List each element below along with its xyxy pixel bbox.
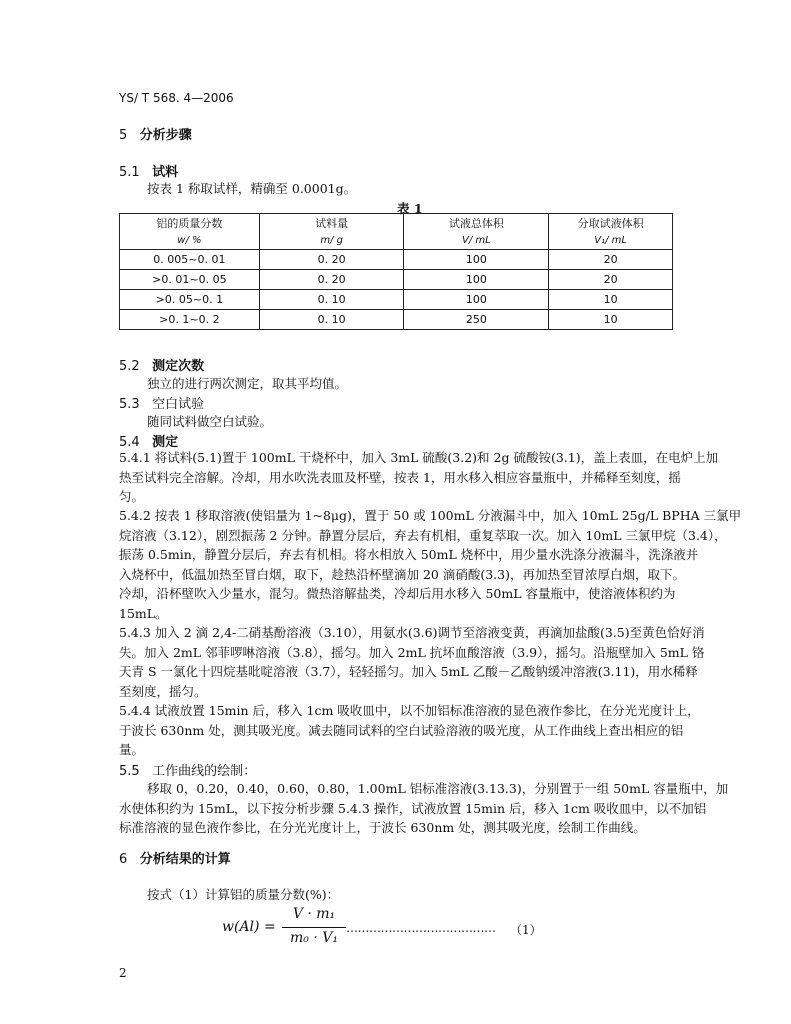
col-unit: m/ g (259, 232, 404, 250)
text-line: 标准溶液的显色液作参比，在分光光度计上，于波长 630nm 处，测其吸光度，绘制工作曲线。 (119, 820, 646, 836)
section-number: 5 (119, 128, 128, 143)
s51-heading (119, 161, 178, 180)
col-unit: w/ % (120, 232, 260, 250)
table-cell: 20 (549, 270, 673, 290)
section-5-heading (119, 124, 192, 143)
table-unit-row (120, 232, 673, 250)
section-number: 6 (119, 852, 128, 867)
text-line: 匀。 (119, 489, 145, 505)
table-cell: 100 (404, 270, 549, 290)
text-line: 量。 (119, 742, 145, 758)
table-cell: 20 (549, 250, 673, 270)
table-cell: 0. 10 (259, 290, 404, 310)
table-cell: 100 (404, 290, 549, 310)
text-line: 热至试料完全溶解。冷却，用水吹洗表皿及杯壁，按表 1，用水移入相应容量瓶中，并稀释至刻度，摇 (119, 469, 681, 485)
table-row (120, 290, 673, 310)
formula-leader: ………………………………… (346, 921, 496, 935)
text-line: 天青 S 一氯化十四烷基吡啶溶液（3.7），轻轻摇匀。加入 5mL 乙酸－乙酸钠缓冲溶液(3.11)，用水稀释 (119, 664, 698, 680)
paragraph-5-4-2 (119, 506, 742, 624)
text-line: 水使体积约为 15mL，以下按分析步骤 5.4.3 操作，试液放置 15min 后，移入 1cm 吸收皿中，以不加铝 (119, 800, 707, 816)
table-cell: 0. 005~0. 01 (120, 250, 260, 270)
text-line: 烷溶液（3.12），剧烈振荡 2 分钟。静置分层后，弃去有机相，重复萃取一次。加入 10mL 三氯甲烷（3.4）， (119, 527, 727, 543)
text-line: 至刻度，摇匀。 (119, 683, 207, 699)
formula-denominator: m₀ · V₁ (290, 930, 338, 946)
formula-lhs: w(Al) = (222, 919, 276, 935)
table-cell: 250 (404, 310, 549, 330)
text-line: 失。加入 2mL 邻菲啰啉溶液（3.8），摇匀。加入 2mL 抗坏血酸溶液（3.9），摇匀。沿瓶壁加入 5mL 铬 (119, 644, 705, 660)
s52-text: 独立的进行两次测定，取其平均值。 (147, 376, 348, 391)
text-line: 振荡 0.5min，静置分层后，弃去有机相。将水相放入 50mL 烧杯中，用少量水洗涤分液漏斗，洗涤液并 (119, 547, 699, 563)
formula-1 (222, 906, 662, 950)
section-6-heading (119, 848, 231, 867)
table-cell: 10 (549, 290, 673, 310)
s54-title: 测定 (152, 435, 179, 450)
table-cell: >0. 1~0. 2 (120, 310, 260, 330)
paragraph-5-4-3 (119, 623, 705, 701)
section-title: 分析结果的计算 (139, 852, 231, 867)
text-line: 入烧杯中，低温加热至冒白烟，取下，趁热沿杯壁滴加 20 滴硝酸(3.3)，再加热至冒浓厚白烟，取下。 (119, 566, 685, 582)
col-header: 试料量 (259, 214, 404, 233)
col-header: 铝的质量分数 (120, 214, 260, 233)
table-caption: 表 1 (397, 201, 423, 216)
page-number: 2 (119, 966, 127, 980)
table-row (120, 310, 673, 330)
s53-title: 空白试验 (152, 397, 205, 412)
table-cell: 10 (549, 310, 673, 330)
table-cell: >0. 01~0. 05 (120, 270, 260, 290)
table-cell: 100 (404, 250, 549, 270)
table-1 (119, 213, 673, 330)
s53-text: 随同试料做空白试验。 (147, 414, 273, 429)
formula-label: （1） (510, 923, 542, 937)
s51-number: 5.1 (119, 165, 140, 180)
col-unit: V/ mL (404, 232, 549, 250)
formula-numerator: V · m₁ (292, 906, 336, 922)
s53-number: 5.3 (119, 397, 140, 412)
table-row (120, 250, 673, 270)
s55-title: 工作曲线的绘制： (152, 764, 257, 779)
text-line: 15mL。 (119, 605, 168, 621)
paragraph-5-4-1 (119, 448, 719, 507)
s51-title: 试料 (152, 165, 179, 180)
s6-intro: 按式（1）计算铝的质量分数(%)： (147, 887, 340, 902)
section-title: 分析步骤 (139, 128, 192, 143)
s52-heading (119, 355, 204, 374)
col-unit: V₁/ mL (549, 232, 673, 250)
col-header: 试液总体积 (404, 214, 549, 233)
table-cell: >0. 05~0. 1 (120, 290, 260, 310)
fraction-bar (282, 927, 346, 928)
text-line: 5.4.3 加入 2 滴 2,4-二硝基酚溶液（3.10），用氨水(3.6)调节至溶液变黄，再滴加盐酸(3.5)至黄色恰好消 (119, 625, 705, 640)
text-line: 于波长 630nm 处，测其吸光度。减去随同试料的空白试验溶液的吸光度，从工作曲线上查出相应的铝 (119, 722, 684, 738)
table-cell: 0. 10 (259, 310, 404, 330)
col-header: 分取试液体积 (549, 214, 673, 233)
paragraph-5-5 (119, 779, 729, 838)
table-header-row (120, 214, 673, 233)
s55-number: 5.5 (119, 764, 140, 779)
text-line: 冷却，沿杯壁吹入少量水，混匀。微热溶解盐类，冷却后用水移入 50mL 容量瓶中，使溶液体积约为 (119, 586, 676, 602)
s55-heading (119, 760, 256, 779)
text-line: 5.4.2 按表 1 移取溶液(使铝量为 1~8μg)，置于 50 或 100mL 分液漏斗中，加入 10mL 25g/L BPHA 三氯甲 (119, 508, 742, 523)
table-row (120, 270, 673, 290)
text-line: 5.4.4 试液放置 15min 后，移入 1cm 吸收皿中，以不加铝标准溶液的显色液作参比，在分光光度计上， (119, 703, 700, 718)
s53-heading (119, 393, 204, 412)
table-cell: 0. 20 (259, 270, 404, 290)
s52-title: 测定次数 (152, 359, 205, 374)
s54-number: 5.4 (119, 435, 140, 450)
text-line: 5.4.1 将试料(5.1)置于 100mL 干烧杯中，加入 3mL 硫酸(3.2)和 2g 硫酸铵(3.1)，盖上表皿，在电炉上加 (119, 450, 719, 465)
s52-number: 5.2 (119, 359, 140, 374)
s51-text: 按表 1 称取试样，精确至 0.0001g。 (147, 181, 357, 196)
document-header: YS/ T 568. 4—2006 (119, 91, 234, 105)
table-cell: 0. 20 (259, 250, 404, 270)
paragraph-5-4-4 (119, 701, 700, 760)
text-line: 移取 0，0.20，0.40，0.60，0.80，1.00mL 铝标准溶液(3.13.3)，分别置于一组 50mL 容量瓶中，加 (147, 781, 729, 796)
